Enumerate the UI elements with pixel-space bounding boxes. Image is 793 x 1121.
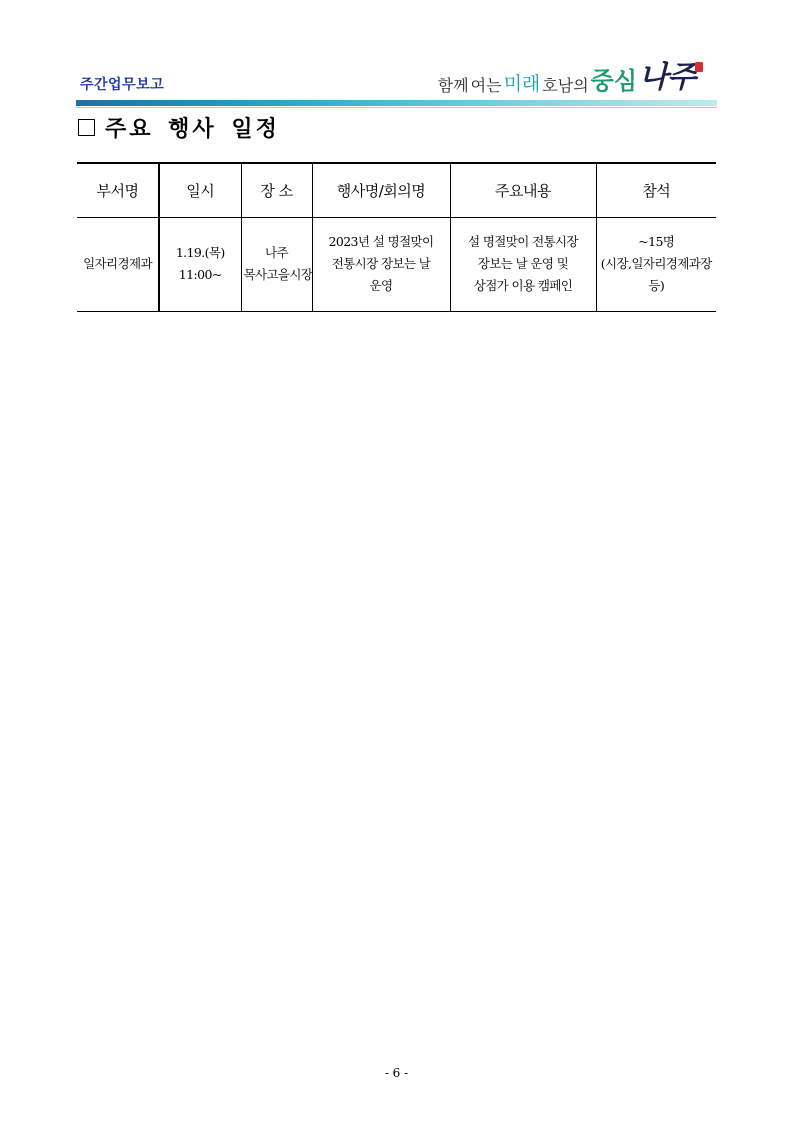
column-header-datetime: 일시 <box>159 163 241 217</box>
cell-text: 등) <box>648 278 665 293</box>
cell-text: 운영 <box>369 278 393 293</box>
event-schedule-table <box>77 162 716 312</box>
column-header-department: 부서명 <box>96 181 139 200</box>
section-heading <box>78 112 280 143</box>
slogan-word: 나주 <box>639 60 695 95</box>
table-header-row <box>77 163 716 217</box>
section-title: 주요 행사 일정 <box>105 117 280 142</box>
slogan-word: 여는 <box>470 76 502 95</box>
slogan-word: 중심 <box>590 66 638 95</box>
cell-event <box>312 217 450 311</box>
cell-text: 상점가 이용 캠페인 <box>473 278 573 293</box>
cell-text: 11:00~ <box>178 267 222 282</box>
cell-text: 1.19.(목) <box>175 245 225 260</box>
cell-text: 2023년 설 명절맞이 <box>328 234 434 249</box>
slogan-word: 함께 <box>437 76 469 95</box>
cell-text: 설 명절맞이 전통시장 <box>467 234 579 249</box>
slogan-word: 호남의 <box>542 76 589 95</box>
slogan-word: 미래 <box>503 73 541 95</box>
cell-text: ~15명 <box>638 234 675 249</box>
column-header-attendees: 참석 <box>596 163 716 217</box>
cell-attendees <box>596 217 716 311</box>
slogan-logo <box>438 56 703 96</box>
report-title: 주간업무보고 <box>80 77 165 93</box>
cell-content <box>450 217 596 311</box>
cell-text: 일자리경제과 <box>83 256 152 271</box>
cell-datetime <box>159 217 241 311</box>
cell-place <box>241 217 312 311</box>
cell-text: 장보는 날 운영 및 <box>477 256 569 271</box>
cell-text: (시장,일자리경제과장 <box>600 256 712 271</box>
cell-text: 나주 <box>265 245 288 260</box>
column-header-place: 장 소 <box>241 163 312 217</box>
column-header-content: 주요내용 <box>450 163 596 217</box>
checkbox-bullet-icon <box>78 119 95 136</box>
seal-icon <box>695 62 703 72</box>
cell-text: 전통시장 장보는 날 <box>331 256 431 271</box>
page-number: - 6 - <box>384 1066 409 1080</box>
table-row <box>77 217 716 311</box>
header-divider <box>76 100 717 106</box>
cell-text: 목사고을시장 <box>243 267 313 282</box>
column-header-event: 행사명/회의명 <box>312 163 450 217</box>
header-divider-thin <box>76 107 717 108</box>
cell-department <box>77 217 159 311</box>
